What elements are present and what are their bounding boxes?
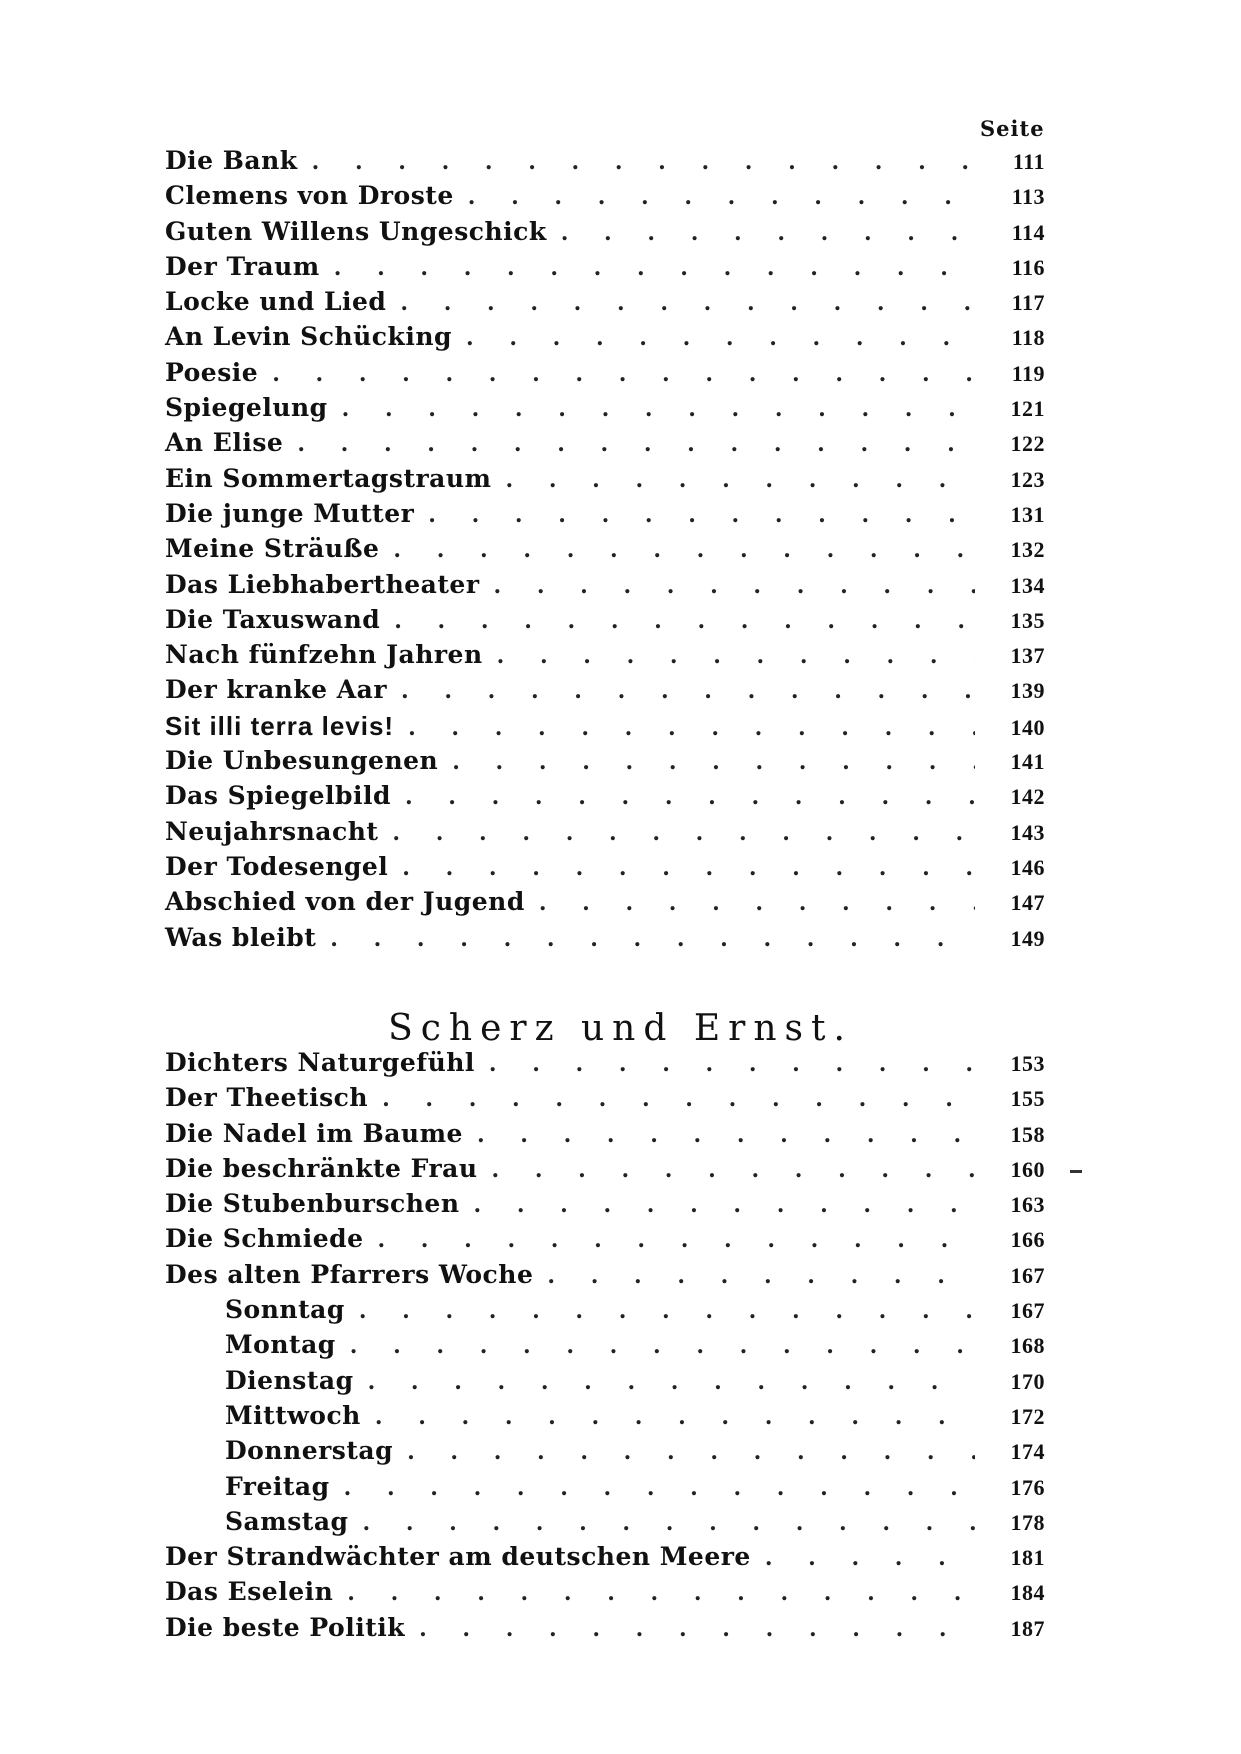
dot-leader xyxy=(382,1086,975,1116)
dot-leader xyxy=(401,678,975,708)
toc-entry xyxy=(165,534,1045,569)
toc-entry-page: 187 xyxy=(1010,1615,1045,1641)
toc-subentry xyxy=(165,1295,1045,1330)
dot-leader xyxy=(377,1227,975,1257)
toc-entry xyxy=(165,1189,1045,1224)
toc-entry-title: Der Traum xyxy=(165,251,320,281)
toc-entry xyxy=(165,146,1045,181)
toc-entry-page: 119 xyxy=(1011,360,1045,386)
toc-subentry xyxy=(165,1472,1045,1507)
toc-entry-page: 155 xyxy=(1010,1086,1045,1112)
toc-entry xyxy=(165,852,1045,887)
dot-leader xyxy=(368,1369,975,1399)
toc-entry-title: Der kranke Aar xyxy=(165,675,388,705)
margin-dash-mark xyxy=(1070,1170,1082,1173)
dot-leader xyxy=(342,396,975,426)
dot-leader xyxy=(407,1439,975,1469)
toc-entry xyxy=(165,711,1045,746)
dot-leader xyxy=(474,1192,975,1222)
toc-subentry xyxy=(165,1507,1045,1542)
toc-entry-page: 172 xyxy=(1010,1403,1045,1429)
dot-leader xyxy=(344,1475,975,1505)
toc-entry xyxy=(165,393,1045,428)
toc-entry-title: Dienstag xyxy=(225,1365,354,1395)
toc-entry xyxy=(165,781,1045,816)
toc-entry xyxy=(165,358,1045,393)
toc-entry-page: 131 xyxy=(1010,501,1045,527)
dot-leader xyxy=(392,820,975,850)
dot-leader xyxy=(428,502,975,532)
toc-entry-page: 163 xyxy=(1010,1192,1045,1218)
toc-entry xyxy=(165,746,1045,781)
toc-entry-title: Die Stubenburschen xyxy=(165,1189,460,1219)
toc-entry-title: Dichters Naturgefühl xyxy=(165,1048,475,1077)
dot-leader xyxy=(272,361,975,391)
toc-entry xyxy=(165,675,1045,710)
toc-entry-page: 123 xyxy=(1010,466,1045,492)
toc-entry-title: Die Nadel im Baume xyxy=(165,1118,463,1148)
toc-entry xyxy=(165,1613,1045,1648)
dot-leader xyxy=(452,749,975,779)
dot-leader xyxy=(506,467,976,497)
toc-entry-page: 176 xyxy=(1010,1474,1045,1500)
toc-entry-page: 143 xyxy=(1010,819,1045,845)
dot-leader xyxy=(492,1157,975,1187)
toc-entry-page: 146 xyxy=(1010,854,1045,880)
toc-entry-page: 168 xyxy=(1010,1333,1045,1359)
dot-leader xyxy=(539,890,975,920)
toc-entry-title: Samstag xyxy=(225,1506,349,1536)
toc-entry-title: An Levin Schücking xyxy=(165,322,452,352)
section-heading: Scherz und Ernst. xyxy=(388,1007,853,1049)
toc-entry-title: Poesie xyxy=(165,357,259,387)
toc-entry-title: Donnerstag xyxy=(225,1436,394,1466)
toc-entry-page: 178 xyxy=(1010,1509,1045,1535)
toc-entry-title: Locke und Lied xyxy=(165,287,387,317)
toc-entry-page: 139 xyxy=(1010,678,1045,704)
toc-subentry xyxy=(165,1366,1045,1401)
dot-leader xyxy=(561,220,975,250)
toc-entry-title: Guten Willens Ungeschick xyxy=(165,216,547,246)
toc-entry-title: Der Todesengel xyxy=(165,851,389,881)
toc-entry-page: 111 xyxy=(1012,149,1045,174)
dot-leader xyxy=(402,855,975,885)
toc-entry-title: Des alten Pfarrers Woche xyxy=(165,1259,534,1289)
toc-entry-page: 153 xyxy=(1010,1051,1045,1076)
toc-entry-page: 118 xyxy=(1011,325,1045,351)
toc-entry xyxy=(165,1542,1045,1577)
toc-entry-page: 167 xyxy=(1010,1298,1045,1324)
toc-entry-page: 147 xyxy=(1010,890,1045,916)
dot-leader xyxy=(312,149,975,179)
page-column-label: Seite xyxy=(980,116,1045,141)
dot-leader xyxy=(297,431,975,461)
toc-list-section-2 xyxy=(165,1048,1045,1648)
toc-entry xyxy=(165,1577,1045,1612)
toc-entry-title: Meine Sträuße xyxy=(165,534,380,564)
toc-entry-page: 141 xyxy=(1010,749,1045,775)
toc-entry-title: Nach fünfzehn Jahren xyxy=(165,640,483,670)
toc-entry-title: Der Strandwächter am deutschen Meere xyxy=(165,1542,751,1572)
toc-entry-title: Ein Sommertagstraum xyxy=(165,463,492,493)
dot-leader xyxy=(363,1510,975,1540)
toc-entry-title: Clemens von Droste xyxy=(165,181,454,211)
toc-entry xyxy=(165,1048,1045,1083)
toc-entry xyxy=(165,817,1045,852)
toc-entry-title: An Elise xyxy=(165,428,284,458)
dot-leader xyxy=(477,1122,975,1152)
dot-leader xyxy=(494,573,975,603)
toc-entry xyxy=(165,181,1045,216)
toc-entry xyxy=(165,923,1045,958)
toc-entry-title: Montag xyxy=(225,1330,336,1360)
toc-entry xyxy=(165,287,1045,322)
toc-entry-page: 114 xyxy=(1011,219,1045,245)
toc-entry-title: Die Taxuswand xyxy=(165,604,381,634)
dot-leader xyxy=(497,643,975,673)
toc-entry-page: 181 xyxy=(1010,1545,1045,1571)
toc-entry xyxy=(165,1119,1045,1154)
toc-entry-title: Sonntag xyxy=(225,1295,345,1325)
toc-entry-page: 170 xyxy=(1010,1368,1045,1394)
toc-entry-page: 135 xyxy=(1010,607,1045,633)
toc-entry-page: 122 xyxy=(1010,431,1045,457)
toc-entry xyxy=(165,252,1045,287)
dot-leader xyxy=(400,290,975,320)
toc-entry-page: 132 xyxy=(1010,537,1045,563)
dot-leader xyxy=(334,255,975,285)
toc-entry-title: Neujahrsnacht xyxy=(165,816,379,846)
dot-leader xyxy=(408,715,975,745)
toc-entry-page: 137 xyxy=(1010,643,1045,669)
toc-entry-title: Spiegelung xyxy=(165,393,328,423)
toc-entry-title: Die Schmiede xyxy=(165,1224,364,1254)
toc-entry xyxy=(165,570,1045,605)
toc-entry-title: Die Unbesungenen xyxy=(165,746,439,776)
dot-leader xyxy=(359,1298,975,1328)
toc-entry-page: 174 xyxy=(1010,1439,1045,1465)
toc-entry-page: 113 xyxy=(1011,184,1045,210)
toc-entry-title: Das Eselein xyxy=(165,1577,334,1607)
dot-leader xyxy=(350,1333,975,1363)
toc-entry-page: 184 xyxy=(1010,1580,1045,1606)
dot-leader xyxy=(393,537,975,567)
toc-entry xyxy=(165,217,1045,252)
toc-list-section-1 xyxy=(165,146,1045,958)
toc-entry-title: Die junge Mutter xyxy=(165,498,415,528)
dot-leader xyxy=(547,1263,975,1293)
toc-entry-page: 116 xyxy=(1011,254,1045,280)
dot-leader xyxy=(347,1580,975,1610)
toc-entry-title: Abschied von der Jugend xyxy=(165,887,525,917)
toc-entry xyxy=(165,1224,1045,1259)
toc-entry-page: 166 xyxy=(1010,1227,1045,1253)
dot-leader xyxy=(394,608,975,638)
toc-entry xyxy=(165,499,1045,534)
toc-entry-title: Die Bank xyxy=(165,146,298,175)
dot-leader xyxy=(330,926,975,956)
toc-entry xyxy=(165,1154,1045,1189)
toc-entry xyxy=(165,428,1045,463)
toc-entry-title: Das Spiegelbild xyxy=(165,781,391,811)
toc-entry-page: 167 xyxy=(1010,1262,1045,1288)
toc-entry-page: 134 xyxy=(1010,572,1045,598)
toc-entry-page: 142 xyxy=(1010,784,1045,810)
dot-leader xyxy=(419,1616,975,1646)
toc-entry-title: Der Theetisch xyxy=(165,1083,369,1113)
toc-entry-title: Freitag xyxy=(225,1471,330,1501)
toc-entry-page: 160 xyxy=(1010,1156,1045,1182)
dot-leader xyxy=(489,1051,975,1081)
toc-entry-page: 140 xyxy=(1010,714,1045,740)
toc-entry-title: Mittwoch xyxy=(225,1400,361,1430)
dot-leader xyxy=(466,325,975,355)
toc-entry-title: Das Liebhabertheater xyxy=(165,569,480,599)
toc-subentry xyxy=(165,1401,1045,1436)
toc-entry xyxy=(165,605,1045,640)
toc-entry-title: Die beste Politik xyxy=(165,1612,406,1642)
toc-entry-page: 149 xyxy=(1010,925,1045,951)
toc-entry-title: Was bleibt xyxy=(165,922,317,952)
toc-entry xyxy=(165,1260,1045,1295)
toc-entry xyxy=(165,640,1045,675)
toc-entry-page: 158 xyxy=(1010,1121,1045,1147)
dot-leader xyxy=(375,1404,975,1434)
toc-entry-title: Sit illi terra levis! xyxy=(165,710,395,741)
toc-subentry xyxy=(165,1436,1045,1471)
toc-entry xyxy=(165,322,1045,357)
dot-leader xyxy=(765,1545,975,1575)
dot-leader xyxy=(468,184,975,214)
toc-subentry xyxy=(165,1330,1045,1365)
dot-leader xyxy=(405,784,975,814)
toc-entry xyxy=(165,1083,1045,1118)
toc-entry xyxy=(165,464,1045,499)
toc-entry-page: 117 xyxy=(1011,290,1045,316)
toc-entry-title: Die beschränkte Frau xyxy=(165,1153,478,1183)
toc-entry-page: 121 xyxy=(1010,396,1045,422)
toc-entry xyxy=(165,887,1045,922)
